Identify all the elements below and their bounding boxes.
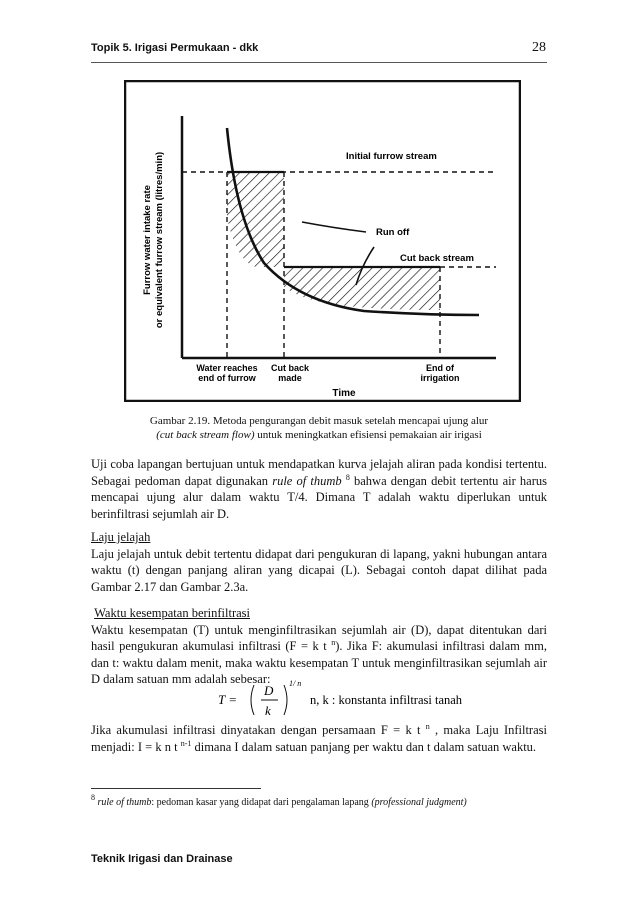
footnote-rule — [91, 788, 261, 789]
footnote-text: : pedoman kasar yang didapat dari pengalaman lapang — [151, 797, 372, 808]
section-laju-jelajah — [91, 529, 547, 595]
para3-sup-1: n — [425, 722, 430, 731]
tick-cutback-2: made — [278, 373, 302, 383]
tick-water-reaches: Water reaches — [196, 363, 258, 373]
para3-text-2: , maka Laju Infiltrasi menjadi: I = k n t — [91, 723, 547, 754]
tick-end-2: irrigation — [420, 373, 460, 383]
para1-text-1: Uji coba lapangan bertujuan untuk mendapatkan kurva jelajah aliran pada kondisi tertentu. Sebagai pedoman dapat digunakan — [91, 457, 547, 488]
y-axis-label: Furrow water intake rate — [142, 185, 153, 295]
paren-left — [251, 685, 254, 715]
section-waktu-kesempatan — [91, 605, 547, 688]
formula-num: D — [264, 683, 274, 698]
header-title: Topik 5. Irigasi Permukaan - dkk — [91, 42, 259, 54]
para3-sup-2: n-1 — [180, 738, 192, 748]
section2-heading: Waktu kesempatan berinfiltrasi — [94, 606, 251, 620]
label-runoff: Run off — [376, 227, 410, 238]
label-initial-stream: Initial furrow stream — [346, 151, 437, 162]
paren-right — [284, 685, 287, 715]
footnote — [91, 793, 547, 809]
label-cutback-stream: Cut back stream — [400, 253, 474, 264]
para1-text-2: bahwa dengan debit tertentu air harus mencapai ujung alur dalam waktu T/4. Dimana T adalah waktu diperlukan untuk berinfiltrasi sejumlah air D. — [91, 473, 548, 521]
footnote-term: rule of thumb — [97, 797, 152, 808]
footnote-number: 8 — [91, 793, 95, 802]
caption-line-2 — [91, 428, 547, 442]
tick-end: End of — [426, 363, 454, 373]
footnote-ref: 8 — [345, 472, 350, 482]
figure-2-19 — [124, 80, 521, 402]
runoff-area-1b — [256, 172, 284, 267]
section2-text-2: ). Jika F: akumulasi infiltrasi dalam mm, dan t: waktu dalam menit, maka waktu kesempatan T untuk menginfiltrasikan sejumlah air D dalam satuan mm adalah sebesar: — [91, 639, 547, 686]
para3-text-1: Jika akumulasi infiltrasi dinyatakan dengan persamaan F = k t — [91, 723, 426, 737]
para1-rule-of-thumb: rule of thumb — [272, 473, 342, 488]
formula-den: k — [265, 703, 271, 718]
page-header — [0, 40, 638, 60]
runoff-leader-1 — [302, 222, 366, 232]
formula-exp: 1/ n — [289, 679, 302, 688]
paragraph-3 — [91, 722, 547, 755]
formula-lhs: T = — [218, 692, 238, 707]
page-number: 28 — [532, 40, 546, 55]
tick-water-reaches-2: end of furrow — [198, 373, 256, 383]
page-footer: Teknik Irigasi dan Drainase — [91, 853, 233, 865]
formula-graphic — [218, 677, 478, 723]
section2-text-1: Waktu kesempatan (T) untuk menginfiltrasikan sejumlah air (D), dapat ditentukan dari hasil pengukuran akumulasi infiltrasi (F = k t — [91, 622, 547, 653]
caption-line-1: Gambar 2.19. Metoda pengurangan debit masuk setelah mencapai ujung alur — [149, 415, 489, 427]
section1-body: Laju jelajah untuk debit tertentu didapat dari pengukuran di lapang, yakni hubungan antara waktu (t) dengan panjang aliran yang dicapai (L). Sebagai contoh dapat dilihat pada Gambar 2.17 dan Gambar 2.3a. — [91, 546, 547, 594]
caption-italic: (cut back stream flow) — [156, 429, 255, 441]
caption-rest: untuk meningkatkan efisiensi pemakaian air irigasi — [254, 429, 482, 441]
tick-cutback: Cut back — [270, 363, 310, 373]
section1-heading: Laju jelajah — [91, 530, 151, 544]
section2-heading-wrap — [91, 605, 547, 622]
runoff-area-1 — [227, 172, 256, 267]
para3-text-3: dimana I dalam satuan panjang per waktu dan t dalam satuan waktu. — [191, 739, 537, 754]
formula-note: n, k : konstanta infiltrasi tanah — [310, 693, 463, 707]
footnote-paren: (professional judgment) — [371, 797, 467, 808]
paragraph-1 — [91, 456, 547, 522]
figure-caption — [91, 414, 547, 442]
x-axis-label: Time — [332, 388, 356, 399]
section2-sup: n — [331, 638, 336, 647]
formula-T — [218, 677, 478, 723]
figure-frame — [125, 81, 520, 401]
cutback-chart — [124, 80, 521, 402]
runoff-area-2 — [284, 267, 440, 310]
header-rule — [91, 62, 547, 63]
y-axis-label-2: or equivalent furrow stream (litres/min) — [154, 151, 165, 329]
